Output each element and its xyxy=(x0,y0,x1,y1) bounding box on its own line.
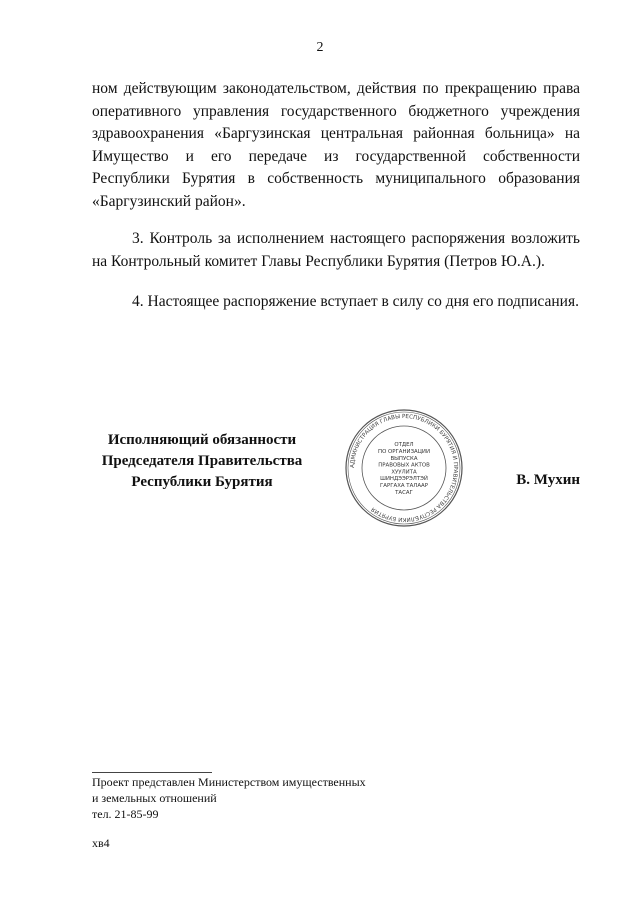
seal-inner-line: ГАРГАХА ТАЛААР xyxy=(380,483,428,489)
footnote-line-3: тел. 21-85-99 xyxy=(92,807,159,821)
footnote-line-2: и земельных отношений xyxy=(92,791,217,805)
seal-inner-line: ВЫПУСКА xyxy=(390,455,418,462)
paragraph-3: 3. Контроль за исполнением настоящего распоряжения возложить на Контрольный комитет Главы Республики Бурятия (Петров Ю.А.). xyxy=(92,230,580,270)
paragraph-continuation: ном действующим законодательством, действия по прекращению права оперативного управления государственного бюджетного учреждения здравоохранения «Баргузинская центральная районная больница» на Имущество и его передаче из государственной собственности Республики Бурятия в собственность муниципального образования «Баргузинский район». xyxy=(92,80,580,210)
signatory-name: В. Мухин xyxy=(516,472,580,488)
signatory-title-line-3: Республики Бурятия xyxy=(131,474,273,490)
page-number: 2 xyxy=(316,40,324,55)
official-seal-stamp xyxy=(344,408,464,528)
seal-inner-line: ОТДЕЛ xyxy=(394,442,414,449)
seal-inner-line: ХУУЛИТА xyxy=(391,469,417,476)
seal-inner-line: ПО ОРГАНИЗАЦИИ xyxy=(378,449,430,455)
footnote xyxy=(92,774,366,822)
document-code: хв4 xyxy=(92,836,110,850)
seal-inner-line: ПРАВОВЫХ АКТОВ xyxy=(378,462,430,469)
seal-outer-text: АДМИНИСТРАЦИЯ ГЛАВЫ РЕСПУБЛИКИ БУРЯТИЯ И ПРАВИТЕЛЬСТВА РЕСПУБЛИКИ БУРЯТИЯ xyxy=(349,413,459,523)
seal-inner-line: ТАСАГ xyxy=(395,489,413,496)
seal-inner-line: ШИНДЭЭРЭЛТЭЙ xyxy=(380,476,428,483)
footnote-line-1: Проект представлен Министерством имущественных xyxy=(92,775,366,789)
footnote-divider xyxy=(92,772,212,773)
paragraph-4: 4. Настоящее распоряжение вступает в силу со дня его подписания. xyxy=(132,293,579,310)
signatory-title xyxy=(92,430,312,493)
signatory-title-line-1: Исполняющий обязанности xyxy=(107,432,297,448)
signatory-title-line-2: Председателя Правительства xyxy=(101,453,303,469)
